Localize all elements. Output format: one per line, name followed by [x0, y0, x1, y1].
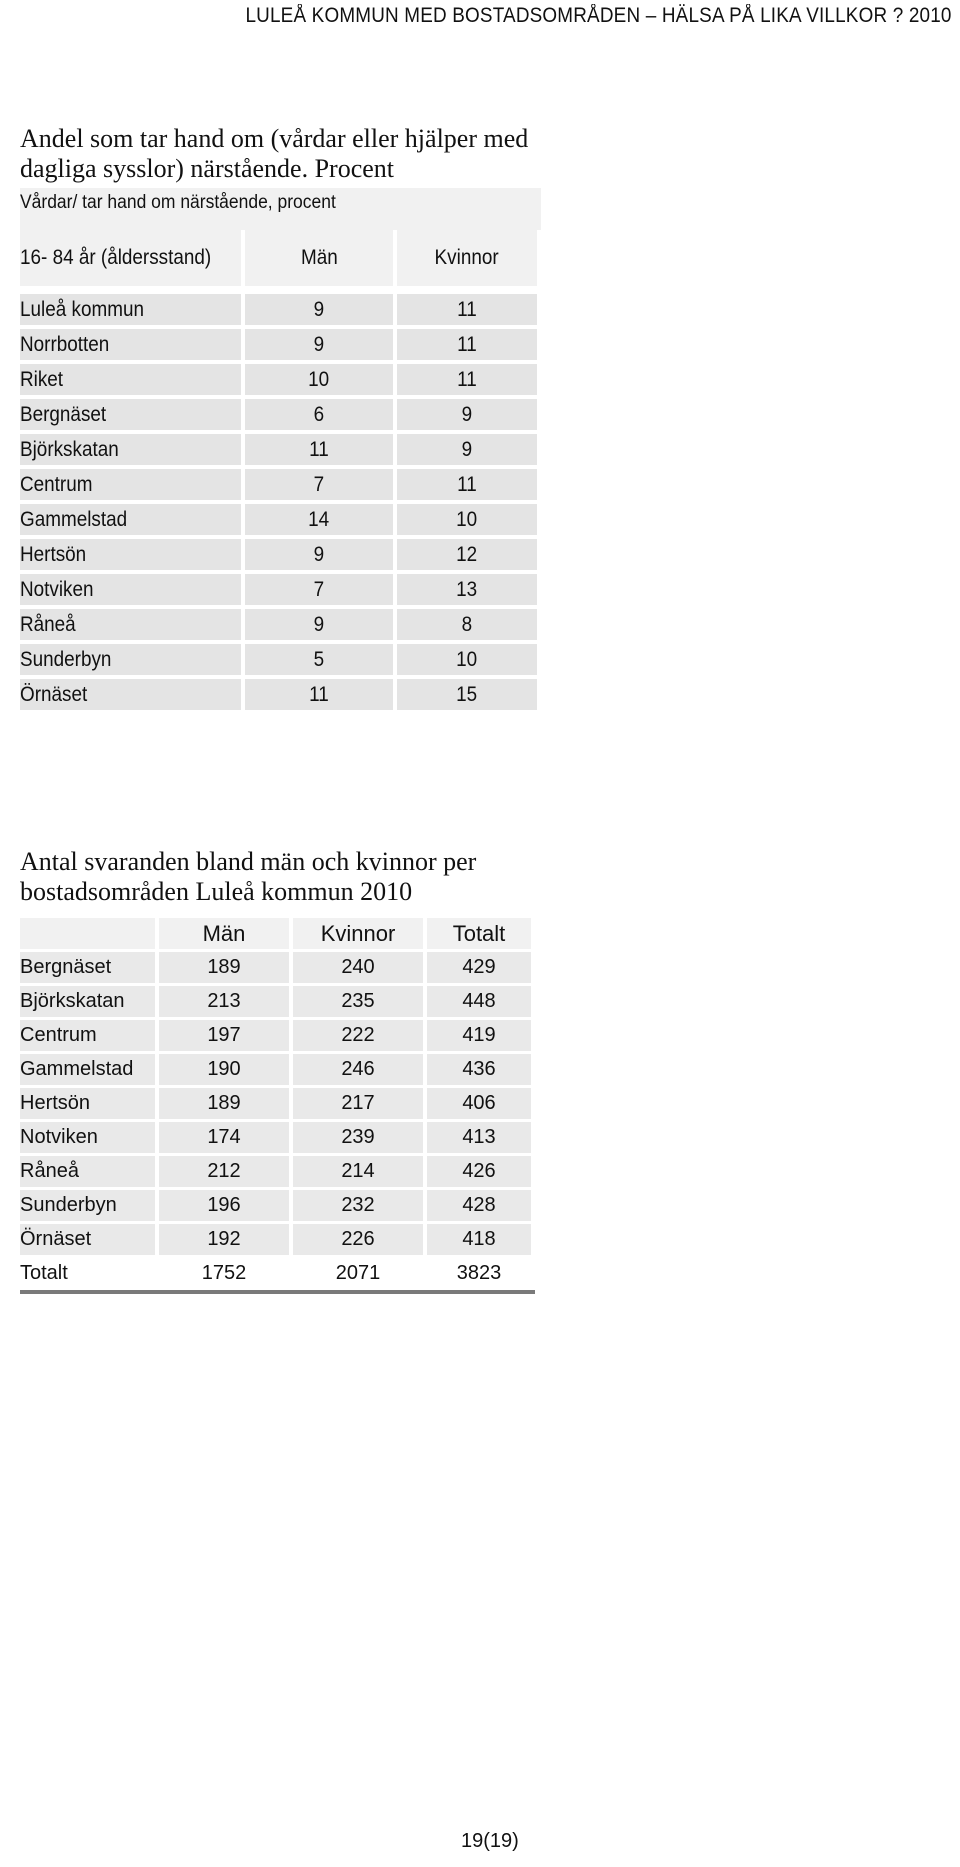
- kvinnor-value: 12: [397, 539, 537, 570]
- man-value: 5: [245, 644, 393, 675]
- table1-header-row: [20, 230, 541, 286]
- region-label: Centrum: [20, 469, 241, 500]
- man-count: 197: [159, 1020, 289, 1051]
- kvinnor-count: 226: [293, 1224, 423, 1255]
- table1-row: [20, 539, 541, 570]
- kvinnor-value: 11: [397, 294, 537, 325]
- table1-row: [20, 644, 541, 675]
- totalt-count: 426: [427, 1156, 531, 1187]
- table1-title-row: [20, 188, 541, 230]
- region-label: Luleå kommun: [20, 294, 241, 325]
- table2-header-totalt: Totalt: [427, 918, 531, 949]
- man-count: 189: [159, 1088, 289, 1119]
- total-totalt: 3823: [427, 1258, 531, 1289]
- man-value: 7: [245, 574, 393, 605]
- man-count: 213: [159, 986, 289, 1017]
- man-count: 196: [159, 1190, 289, 1221]
- man-value: 11: [245, 679, 393, 710]
- area-label: Notviken: [20, 1122, 155, 1153]
- region-label: Riket: [20, 364, 241, 395]
- man-value: 9: [245, 609, 393, 640]
- totalt-count: 413: [427, 1122, 531, 1153]
- totalt-count: 429: [427, 952, 531, 983]
- page-number: 19(19): [461, 1830, 519, 1852]
- region-label: Björkskatan: [20, 434, 241, 465]
- table1-row: [20, 504, 541, 535]
- region-label: Hertsön: [20, 539, 241, 570]
- man-value: 9: [245, 329, 393, 360]
- table2-row: [20, 1122, 535, 1153]
- kvinnor-value: 10: [397, 504, 537, 535]
- total-label: Totalt: [20, 1258, 155, 1289]
- man-count: 192: [159, 1224, 289, 1255]
- totalt-count: 418: [427, 1224, 531, 1255]
- table2-row: [20, 952, 535, 983]
- region-label: Bergnäset: [20, 399, 241, 430]
- totalt-count: 436: [427, 1054, 531, 1085]
- table2-total-row: [20, 1258, 535, 1289]
- table1-row: [20, 609, 541, 640]
- man-value: 10: [245, 364, 393, 395]
- table1-row: [20, 294, 541, 325]
- table2-row: [20, 1054, 535, 1085]
- kvinnor-value: 15: [397, 679, 537, 710]
- kvinnor-value: 9: [397, 399, 537, 430]
- table1-row: [20, 364, 541, 395]
- total-man: 1752: [159, 1258, 289, 1289]
- table-respondents: [20, 918, 535, 1294]
- man-count: 174: [159, 1122, 289, 1153]
- table1-header-man: Män: [245, 230, 393, 286]
- kvinnor-value: 13: [397, 574, 537, 605]
- kvinnor-count: 240: [293, 952, 423, 983]
- kvinnor-value: 11: [397, 364, 537, 395]
- table2-header-blank: [20, 918, 155, 949]
- table2-row: [20, 1224, 535, 1255]
- kvinnor-value: 8: [397, 609, 537, 640]
- area-label: Gammelstad: [20, 1054, 155, 1085]
- man-count: 190: [159, 1054, 289, 1085]
- area-label: Centrum: [20, 1020, 155, 1051]
- kvinnor-count: 246: [293, 1054, 423, 1085]
- man-count: 212: [159, 1156, 289, 1187]
- kvinnor-value: 9: [397, 434, 537, 465]
- area-label: Råneå: [20, 1156, 155, 1187]
- kvinnor-count: 239: [293, 1122, 423, 1153]
- kvinnor-value: 11: [397, 469, 537, 500]
- table1-row: [20, 329, 541, 360]
- table2-body: [20, 952, 535, 1255]
- area-label: Bergnäset: [20, 952, 155, 983]
- area-label: Sunderbyn: [20, 1190, 155, 1221]
- table1-row: [20, 574, 541, 605]
- table1-title: Vårdar/ tar hand om närstående, procent: [20, 192, 336, 213]
- table2-bottom-rule: [20, 1290, 535, 1294]
- table2-row: [20, 1156, 535, 1187]
- totalt-count: 419: [427, 1020, 531, 1051]
- region-label: Örnäset: [20, 679, 241, 710]
- region-label: Norrbotten: [20, 329, 241, 360]
- table1-row: [20, 469, 541, 500]
- table2-header-man: Män: [159, 918, 289, 949]
- man-value: 9: [245, 294, 393, 325]
- kvinnor-count: 232: [293, 1190, 423, 1221]
- man-count: 189: [159, 952, 289, 983]
- table2-caption: Antal svaranden bland män och kvinnor per bostadsområden Luleå kommun 2010: [20, 847, 477, 906]
- kvinnor-count: 214: [293, 1156, 423, 1187]
- running-header: LULEÅ KOMMUN MED BOSTADSOMRÅDEN – HÄLSA PÅ LIKA VILLKOR ? 2010: [245, 4, 952, 27]
- table-caregiving: [20, 188, 541, 710]
- totalt-count: 428: [427, 1190, 531, 1221]
- table2-row: [20, 1190, 535, 1221]
- region-label: Råneå: [20, 609, 241, 640]
- man-value: 7: [245, 469, 393, 500]
- kvinnor-count: 222: [293, 1020, 423, 1051]
- area-label: Björkskatan: [20, 986, 155, 1017]
- man-value: 11: [245, 434, 393, 465]
- table1-row: [20, 679, 541, 710]
- area-label: Hertsön: [20, 1088, 155, 1119]
- region-label: Gammelstad: [20, 504, 241, 535]
- table2-row: [20, 1020, 535, 1051]
- table1-body: [20, 294, 541, 710]
- table1-header-age: 16- 84 år (åldersstand): [20, 230, 241, 286]
- region-label: Sunderbyn: [20, 644, 241, 675]
- table2-header-row: [20, 918, 535, 949]
- table1-caption: Andel som tar hand om (vårdar eller hjälper med dagliga sysslor) närstående. Procent: [20, 124, 529, 183]
- table2-row: [20, 1088, 535, 1119]
- table1-header-kvinnor: Kvinnor: [397, 230, 537, 286]
- totalt-count: 448: [427, 986, 531, 1017]
- kvinnor-value: 10: [397, 644, 537, 675]
- total-kvinnor: 2071: [293, 1258, 423, 1289]
- totalt-count: 406: [427, 1088, 531, 1119]
- kvinnor-value: 11: [397, 329, 537, 360]
- table2-row: [20, 986, 535, 1017]
- area-label: Örnäset: [20, 1224, 155, 1255]
- region-label: Notviken: [20, 574, 241, 605]
- kvinnor-count: 235: [293, 986, 423, 1017]
- man-value: 9: [245, 539, 393, 570]
- table2-header-kvinnor: Kvinnor: [293, 918, 423, 949]
- table1-row: [20, 399, 541, 430]
- table1-row: [20, 434, 541, 465]
- kvinnor-count: 217: [293, 1088, 423, 1119]
- man-value: 6: [245, 399, 393, 430]
- man-value: 14: [245, 504, 393, 535]
